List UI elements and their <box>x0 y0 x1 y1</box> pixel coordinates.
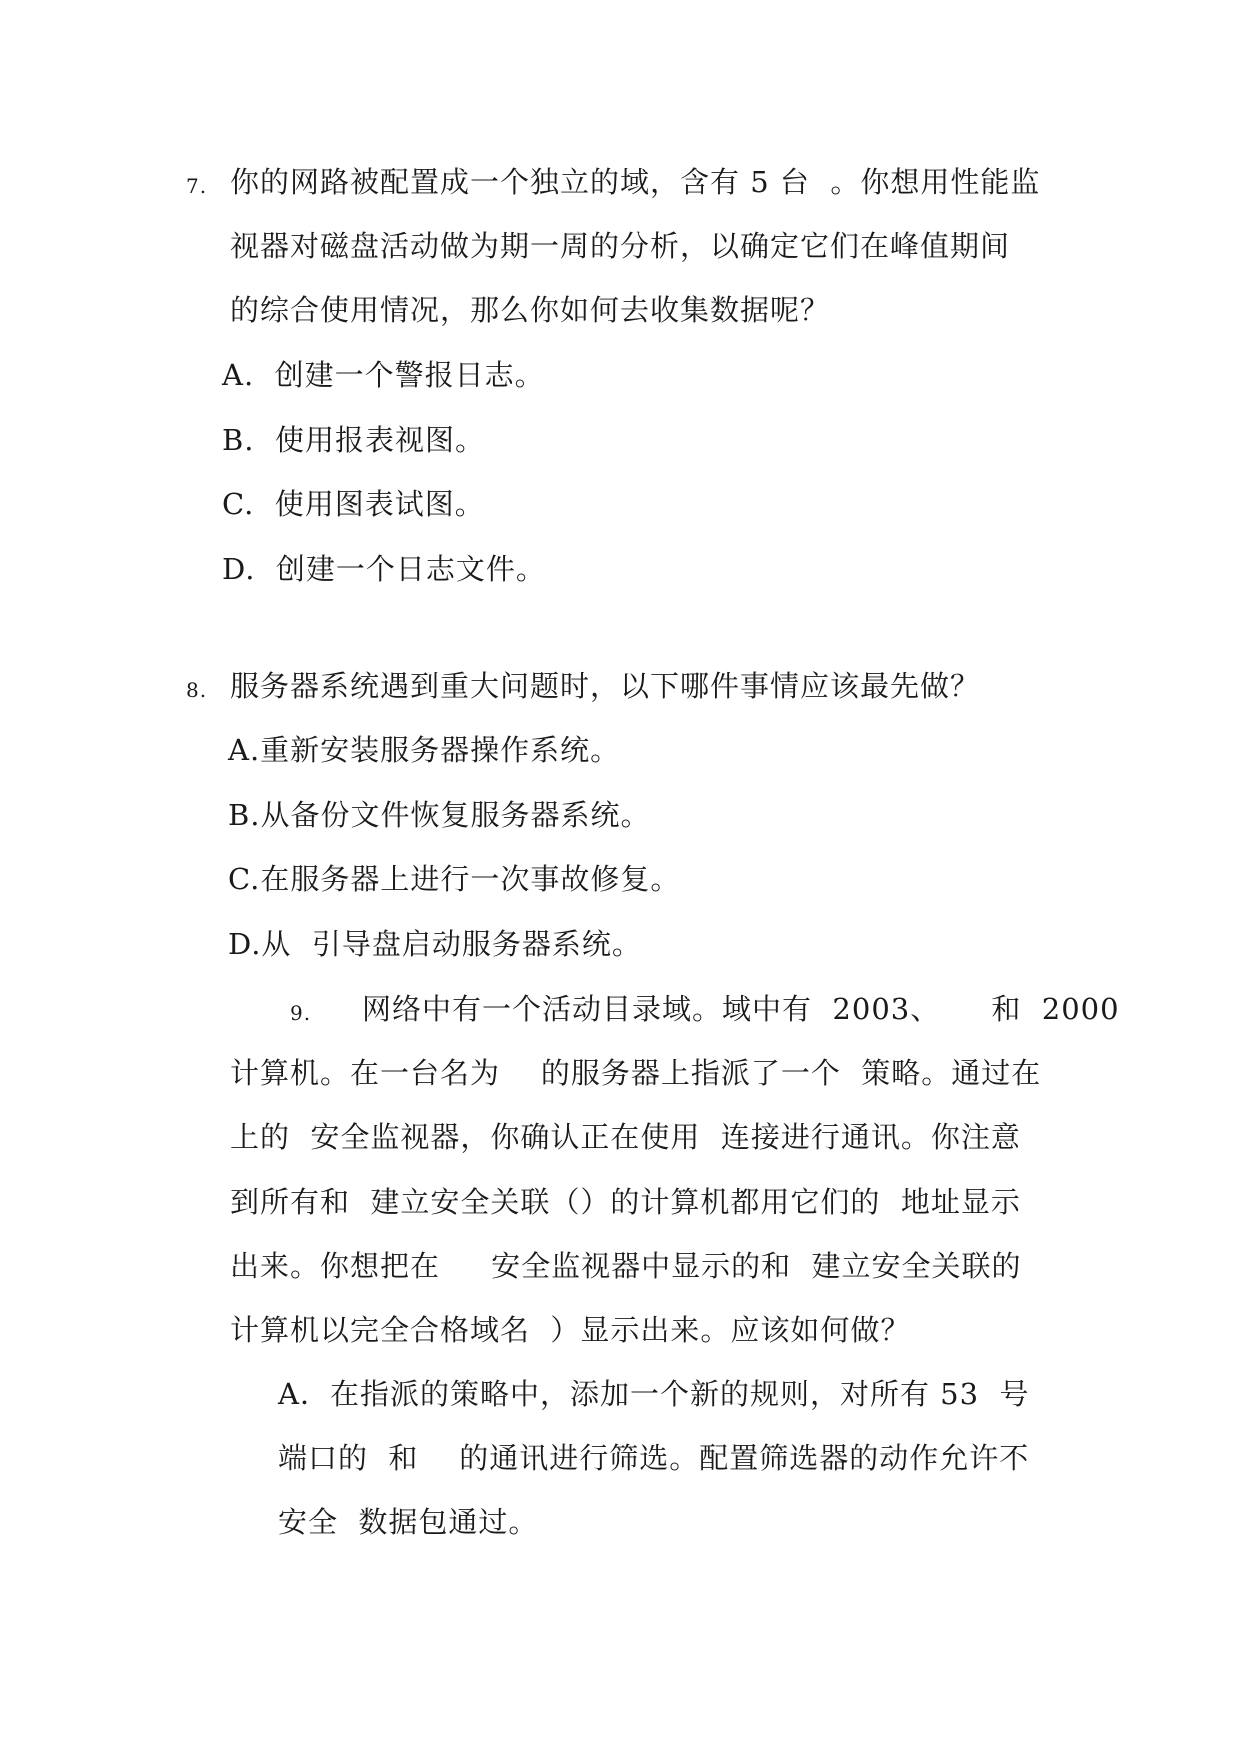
question-7-line-3: 的综合使用情况，那么你如何去收集数据呢？ <box>230 293 831 327</box>
question-9-line-1: 网络中有一个活动目录域。域中有 2003、 和 2000 <box>362 992 1120 1026</box>
question-9-option-a-line-2: 端口的 和 的通讯进行筛选。配置筛选器的动作允许不 <box>278 1441 1030 1475</box>
question-7-number: 7. <box>186 174 208 198</box>
question-8-option-a: A.重新安装服务器操作系统。 <box>228 733 621 767</box>
question-9-line-6: 计算机以完全合格域名 ）显示出来。应该如何做？ <box>230 1313 911 1347</box>
question-9-option-a-line-1: A．在指派的策略中，添加一个新的规则，对所有 53 号 <box>278 1377 1030 1411</box>
question-9-option-a-line-3: 安全 数据包通过。 <box>278 1505 539 1539</box>
question-9-number: 9. <box>290 1001 312 1025</box>
question-8-option-c: C.在服务器上进行一次事故修复。 <box>228 862 681 896</box>
question-7-line-1: 你的网路被配置成一个独立的域，含有 5 台 。你想用性能监 <box>230 165 1041 199</box>
question-7-option-c: C. 使用图表试图。 <box>222 487 485 521</box>
question-7-option-d: D. 创建一个日志文件。 <box>222 552 546 586</box>
question-9-line-3: 上的 安全监视器，你确认正在使用 连接进行通讯。你注意 <box>230 1120 1021 1154</box>
question-9-line-2: 计算机。在一台名为 的服务器上指派了一个 策略。通过在 <box>230 1056 1042 1090</box>
question-8-option-d: D.从 引导盘启动服务器系统。 <box>228 927 642 961</box>
question-8-line-1: 服务器系统遇到重大问题时，以下哪件事情应该最先做？ <box>230 669 981 703</box>
question-8-option-b: B.从备份文件恢复服务器系统。 <box>228 798 651 832</box>
question-7-option-b: B. 使用报表视图。 <box>222 423 485 457</box>
question-9-line-4: 到所有和 建立安全关联（）的计算机都用它们的 地址显示 <box>230 1185 1021 1219</box>
question-7-option-a: A. 创建一个警报日志。 <box>222 358 545 392</box>
question-7-line-2: 视器对磁盘活动做为期一周的分析，以确定它们在峰值期间 <box>230 229 1011 263</box>
question-9-line-5: 出来。你想把在 安全监视器中显示的和 建立安全关联的 <box>230 1249 1022 1283</box>
question-8-number: 8. <box>186 678 208 702</box>
